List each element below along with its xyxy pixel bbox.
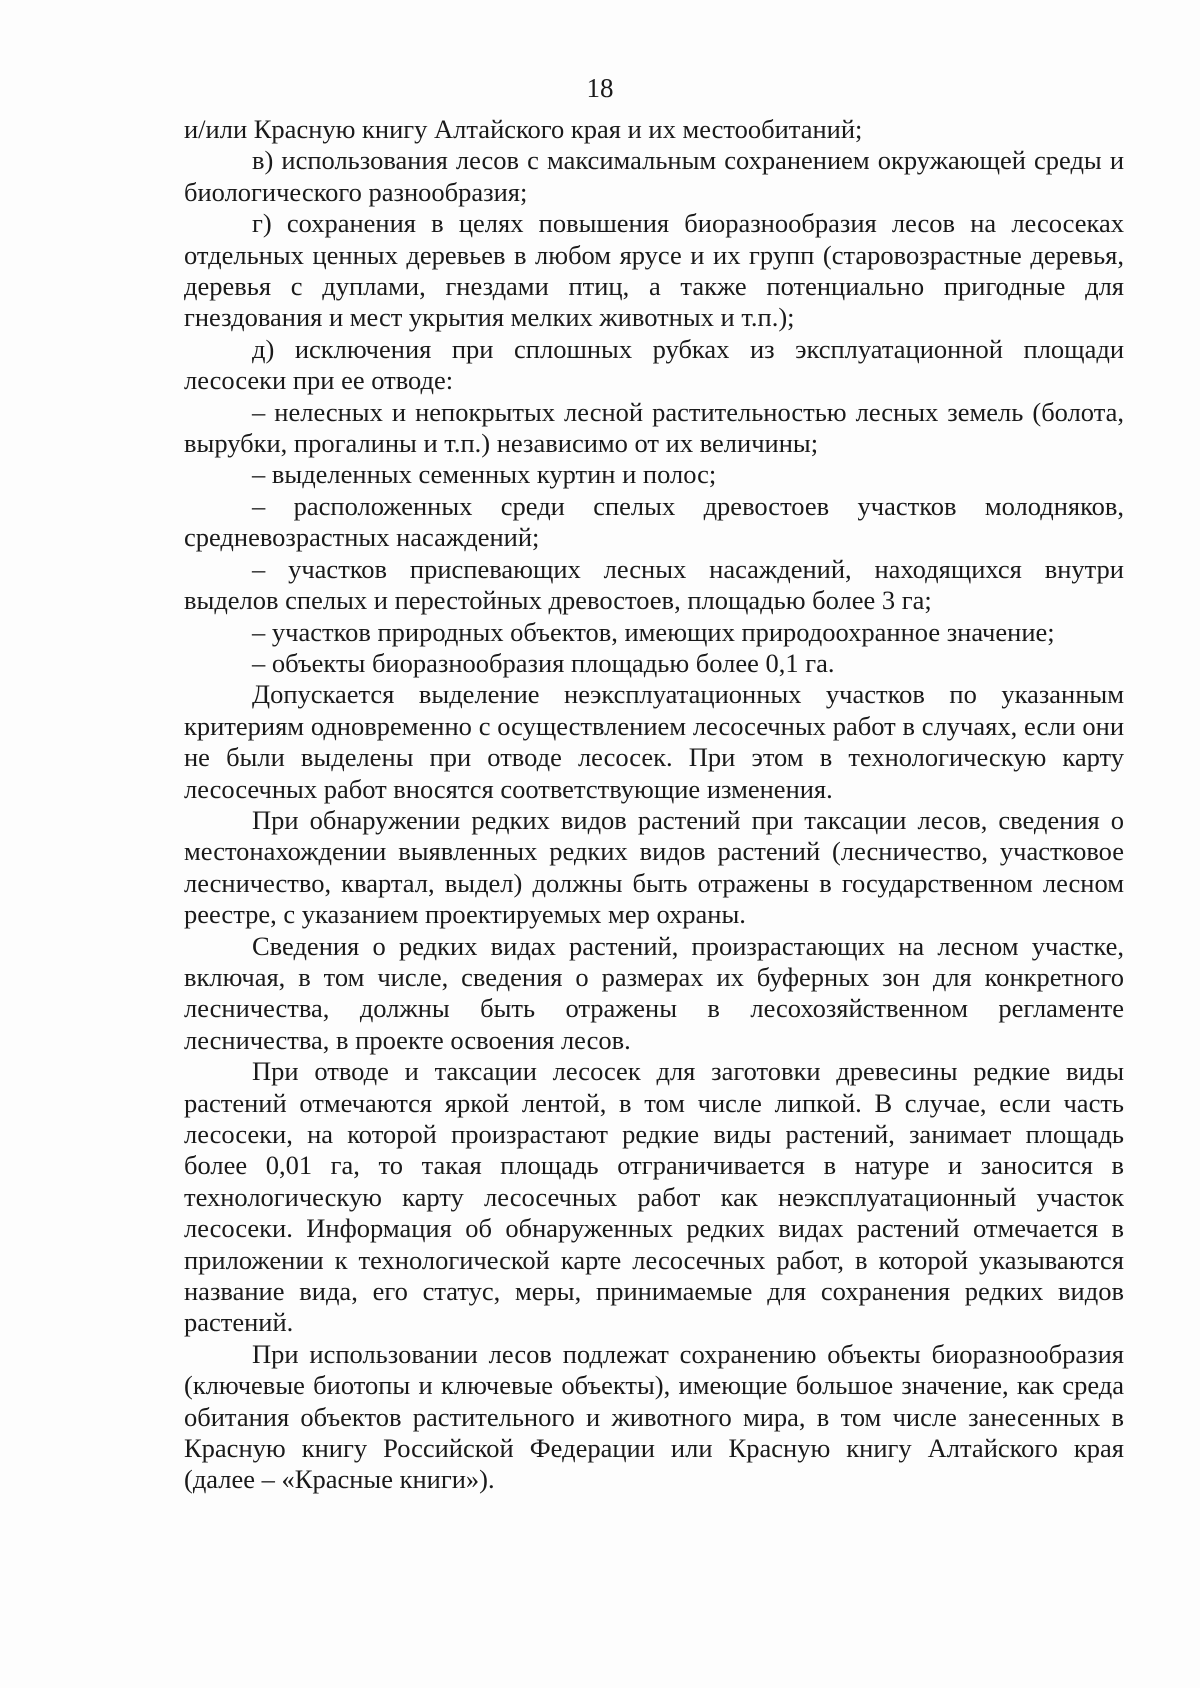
paragraph: При отводе и таксации лесосек для заготовки древесины редкие виды растений отмечаются яркой лентой, в том числе липкой. В случае, если часть лесосеки, на которой произрастают редкие виды растений, занимает площадь более 0,01 га, то такая площадь отграничивается в натуре и заносится в технологическую карту лесосечных работ как неэксплуатационный участок лесосеки. Информация об обнаруженных редких видах растений отмечается в приложении к технологической карте лесосечных работ, в которой указываются название вида, его статус, меры, принимаемые для сохранения редких видов растений. <box>184 1056 1124 1338</box>
paragraph: и/или Красную книгу Алтайского края и их местообитаний; <box>184 114 863 144</box>
list-item: – расположенных среди спелых древостоев участков молодняков, средневозрастных насаждений; <box>184 490 1124 553</box>
list-item: – объекты биоразнообразия площадью более 0,1 га. <box>252 647 835 678</box>
paragraph: При использовании лесов подлежат сохранению объекты биоразнообразия (ключевые биотопы и ключевые объекты), имеющие большое значение, как среда обитания объектов растительного и животного мира, в том числе занесенных в Красную книгу Российской Федерации или Красную книгу Алтайского края (далее – «Красные книги»). <box>184 1338 1124 1495</box>
page-number: 18 <box>586 73 614 103</box>
paragraph: Допускается выделение неэксплуатационных участков по указанным критериям одновременно с осуществлением лесосечных работ в случаях, если они не были выделены при отводе лесосек. При этом в технологическую карту лесосечных работ вносятся соответствующие изменения. <box>184 679 1124 804</box>
paragraph: в) использования лесов с максимальным сохранением окружающей среды и биологического разнообразия; <box>184 145 1124 207</box>
document-body <box>184 114 1124 1496</box>
paragraph: д) исключения при сплошных рубках из эксплуатационной площади лесосеки при ее отводе: <box>184 333 1124 396</box>
list-item: – нелесных и непокрытых лесной растительностью лесных земель (болота, вырубки, прогалины и т.п.) независимо от их величины; <box>184 396 1124 459</box>
list-item: – участков природных объектов, имеющих природоохранное значение; <box>252 616 1055 647</box>
list-item: – участков приспевающих лесных насаждений, находящихся внутри выделов спелых и перестойных древостоев, площадью более 3 га; <box>184 553 1124 616</box>
paragraph: При обнаружении редких видов растений при таксации лесов, сведения о местонахождении выявленных редких видов растений (лесничество, участковое лесничество, квартал, выдел) должны быть отражены в государственном лесном реестре, с указанием проектируемых мер охраны. <box>184 804 1124 930</box>
paragraph: г) сохранения в целях повышения биоразнообразия лесов на лесосеках отдельных ценных деревьев в любом ярусе и их групп (старовозрастные деревья, деревья с дуплами, гнездами птиц, а также потенциально пригодные для гнездования и мест укрытия мелких животных и т.п.); <box>184 208 1124 333</box>
list-item: – выделенных семенных куртин и полос; <box>252 459 717 490</box>
paragraph: Сведения о редких видах растений, произрастающих на лесном участке, включая, в том числе, сведения о размерах их буферных зон для конкретного лесничества, должны быть отражены в лесохозяйственном регламенте лесничества, в проекте освоения лесов. <box>184 930 1124 1055</box>
